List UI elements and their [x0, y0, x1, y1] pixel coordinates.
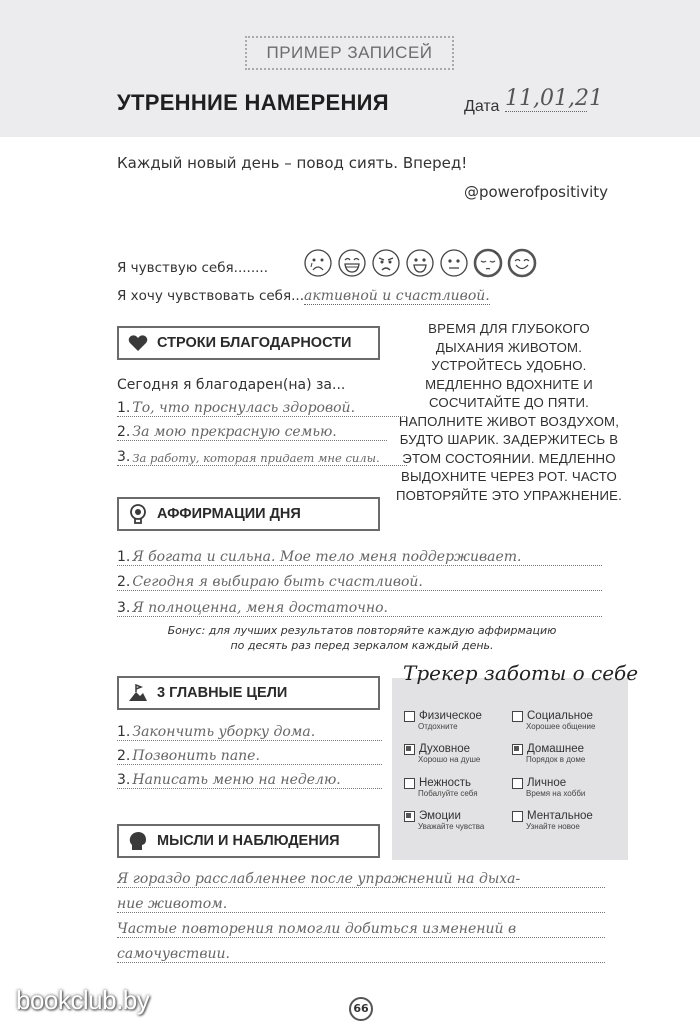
line-text: Сегодня я выбираю быть счастливой.: [132, 574, 423, 590]
tracker-item-personal[interactable]: Личное Время на хобби: [512, 777, 627, 798]
gratitude-heading-box: [117, 326, 380, 360]
page-number: 66: [349, 997, 373, 1021]
gratitude-heading: СТРОКИ БЛАГОДАРНОСТИ: [157, 335, 352, 351]
affirmation-line-1[interactable]: [117, 545, 602, 566]
gratitude-prompt: Сегодня я благодарен(на) за...: [117, 377, 346, 393]
mountain-flag-icon: [127, 682, 149, 704]
line-text: Закончить уборку дома.: [132, 724, 316, 740]
sleepy-face-icon[interactable]: [473, 248, 503, 278]
head-silhouette-icon: [127, 830, 149, 852]
bonus-line-2: по десять раз перед зеркалом каждый день.: [230, 639, 494, 652]
checkbox-checked[interactable]: [404, 744, 415, 755]
checkbox[interactable]: [512, 711, 523, 722]
line-text: Я гораздо расслабленнее после упражнений на дыха-: [117, 871, 521, 887]
line-text: За мою прекрасную семью.: [132, 424, 337, 440]
line-number: 2.: [117, 748, 131, 764]
line-number: 1.: [117, 549, 131, 565]
want-feel-value[interactable]: активной и счастливой.: [304, 288, 490, 304]
tracker-item-mental[interactable]: Ментальное Узнайте новое: [512, 810, 627, 831]
want-feel-row: [117, 288, 490, 304]
quote-author: @powerofpositivity: [463, 183, 608, 201]
happy-face-icon[interactable]: [507, 248, 537, 278]
tracker-title: Трекер заботы о себе: [403, 661, 639, 685]
line-text: Я полноценна, меня достаточно.: [132, 600, 388, 616]
line-number: 3.: [117, 772, 131, 788]
neutral-face-icon[interactable]: [439, 248, 469, 278]
page-title: УТРЕННИЕ НАМЕРЕНИЯ: [117, 90, 389, 115]
tracker-item-spiritual[interactable]: Духовное Хорошо на душе: [404, 743, 519, 764]
gratitude-line-2[interactable]: [117, 420, 387, 441]
line-text: То, что проснулась здоровой.: [132, 400, 356, 416]
tracker-item-tenderness[interactable]: Нежность Побалуйте себя: [404, 777, 519, 798]
line-text: Частые повторения помогли добиться изменений в: [117, 921, 517, 937]
smiling-face-icon[interactable]: [405, 248, 435, 278]
line-number: 2.: [117, 574, 131, 590]
thoughts-heading: МЫСЛИ И НАБЛЮДЕНИЯ: [157, 833, 340, 849]
line-text: ние животом.: [117, 896, 228, 912]
line-text: За работу, которая придает мне силы.: [132, 451, 380, 465]
date-value: 11,01,21: [505, 86, 603, 111]
affirmation-line-3[interactable]: [117, 596, 602, 617]
head-lightbulb-icon: [127, 503, 149, 525]
checkbox[interactable]: [512, 778, 523, 789]
tracker-item-home[interactable]: Домашнее Порядок в доме: [512, 743, 627, 764]
gratitude-line-1[interactable]: [117, 396, 407, 417]
self-care-tracker: [392, 678, 628, 860]
tracker-item-physical[interactable]: Физическое Отдохните: [404, 710, 519, 731]
checkbox[interactable]: [404, 778, 415, 789]
heart-icon: [127, 332, 149, 354]
affirmation-line-2[interactable]: [117, 570, 602, 591]
goal-line-3[interactable]: [117, 768, 382, 789]
line-number: 3.: [117, 600, 131, 616]
affirmations-heading: АФФИРМАЦИИ ДНЯ: [157, 506, 301, 522]
checkbox[interactable]: [404, 711, 415, 722]
line-text: Я богата и сильна. Мое тело меня поддерживает.: [132, 549, 522, 565]
checkbox[interactable]: [512, 811, 523, 822]
thoughts-heading-box: [117, 824, 380, 858]
sample-label: ПРИМЕР ЗАПИСЕЙ: [245, 36, 454, 70]
line-text: Написать меню на неделю.: [132, 772, 341, 788]
goal-line-2[interactable]: [117, 744, 382, 765]
line-text: Позвонить папе.: [132, 748, 260, 764]
thoughts-line-3[interactable]: [117, 917, 605, 938]
date-label: Дата: [464, 98, 500, 115]
watermark: bookclub.by: [16, 985, 150, 1015]
feel-label: Я чувствую себя........: [117, 260, 268, 276]
line-text: самочувствии.: [117, 946, 230, 962]
thoughts-line-2[interactable]: [117, 892, 605, 913]
angry-face-icon[interactable]: [371, 248, 401, 278]
quote-text: Каждый новый день – повод сиять. Вперед!: [117, 154, 468, 172]
checkbox-checked[interactable]: [404, 811, 415, 822]
thoughts-line-1[interactable]: [117, 867, 605, 888]
line-number: 1.: [117, 400, 131, 416]
gratitude-line-3[interactable]: [117, 445, 407, 466]
want-feel-label: Я хочу чувствовать себя...: [117, 288, 304, 304]
sad-face-icon[interactable]: [303, 248, 333, 278]
line-number: 3.: [117, 449, 131, 465]
laughing-face-icon[interactable]: [337, 248, 367, 278]
thoughts-line-4[interactable]: [117, 942, 605, 963]
goal-line-1[interactable]: [117, 720, 382, 741]
tracker-item-social[interactable]: Социальное Хорошее общение: [512, 710, 627, 731]
goals-heading-box: [117, 676, 380, 710]
line-number: 1.: [117, 724, 131, 740]
line-number: 2.: [117, 424, 131, 440]
affirmations-heading-box: [117, 497, 380, 531]
checkbox-checked[interactable]: [512, 744, 523, 755]
tracker-item-emotions[interactable]: Эмоции Уважайте чувства: [404, 810, 519, 831]
breathing-instructions: ВРЕМЯ ДЛЯ ГЛУБОКОГО ДЫХАНИЯ ЖИВОТОМ. УСТРОЙТЕСЬ УДОБНО. МЕДЛЕННО ВДОХНИТЕ И СОСЧИТАЙТЕ ДО ПЯТИ. НАПОЛНИТЕ ЖИВОТ ВОЗДУХОМ, БУДТО ШАРИК. ЗАДЕРЖИТЕСЬ В ЭТОМ СОСТОЯНИИ. МЕДЛЕННО ВЫДОХНИТЕ ЧЕРЕЗ РОТ. ЧАСТО ПОВТОРЯЙТЕ ЭТО УПРАЖНЕНИЕ.: [396, 321, 622, 503]
bonus-note: [117, 623, 607, 653]
bonus-line-1: Бонус: для лучших результатов повторяйте каждую аффирмацию: [167, 624, 557, 637]
emoji-row: [303, 248, 537, 278]
goals-heading: 3 ГЛАВНЫЕ ЦЕЛИ: [157, 685, 288, 701]
